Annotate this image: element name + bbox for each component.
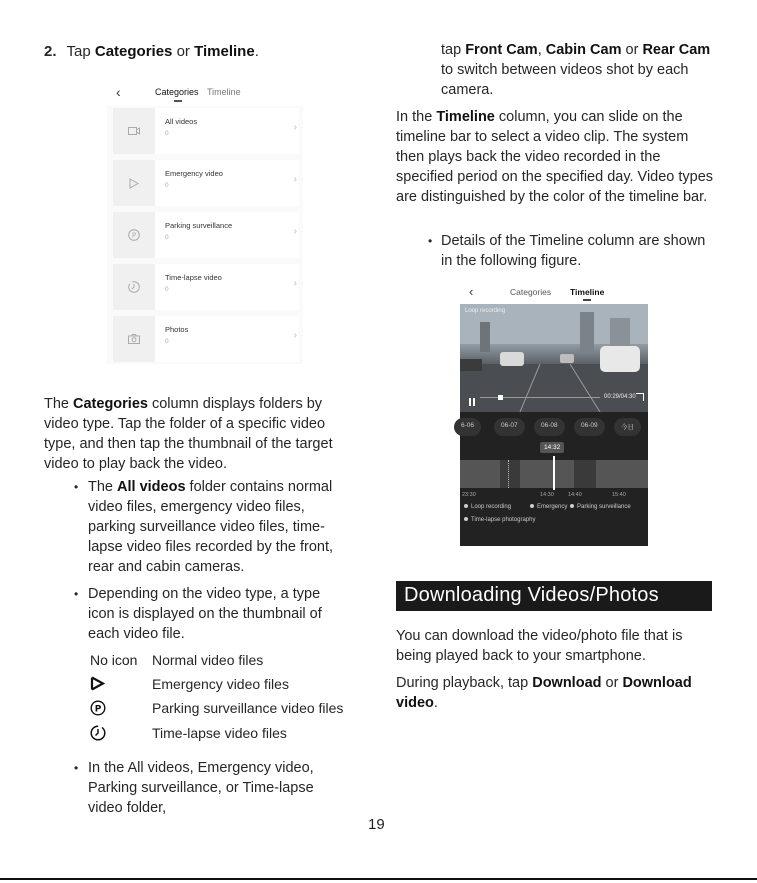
- download-paragraph-1: You can download the video/photo file that is being played back to your smartphone.: [396, 628, 683, 664]
- folder-photos[interactable]: Photos 0 ›: [113, 316, 299, 362]
- svg-text:P: P: [94, 704, 102, 715]
- timeline-screenshot: [460, 282, 648, 546]
- legend-loop-recording: Loop recording: [464, 504, 511, 510]
- tab-categories[interactable]: Categories: [510, 287, 552, 297]
- chevron-right-icon: ›: [293, 226, 297, 237]
- bullet-timeline: • Details of the Timeline column are shown in the following figure.: [428, 233, 706, 269]
- timeline-cursor[interactable]: [553, 456, 555, 490]
- back-icon[interactable]: ‹: [469, 284, 474, 299]
- progress-handle[interactable]: [498, 395, 503, 400]
- tab-timeline[interactable]: Timeline: [207, 87, 241, 97]
- legend-parking-surveillance: Parking surveillance: [570, 504, 631, 510]
- video-type-label: Loop recording: [465, 308, 506, 314]
- timelapse-icon: [113, 264, 155, 310]
- categories-paragraph: The Categories column displays folders by video type. Tap the folder of a specific video type, and then tap the thumbnail of the target video to play back the video.: [44, 396, 333, 472]
- fullscreen-icon[interactable]: [636, 393, 644, 401]
- section-heading: Downloading Videos/Photos: [396, 581, 712, 611]
- chevron-right-icon: ›: [293, 122, 297, 133]
- chevron-right-icon: ›: [293, 278, 297, 289]
- categories-screenshot: [107, 80, 303, 364]
- timeline-header: [460, 282, 648, 304]
- tab-categories[interactable]: Categories: [155, 87, 199, 97]
- playback-time: 00:29/04:30: [604, 394, 636, 400]
- folder-emergency-video[interactable]: Emergency video 0 ›: [113, 160, 299, 206]
- categories-header: [107, 80, 303, 106]
- step-2-instruction: 2. Tap Categories or Timeline.: [44, 43, 259, 60]
- back-icon[interactable]: ‹: [116, 84, 121, 100]
- date-chip[interactable]: 06-08: [534, 418, 565, 436]
- folder-all-videos[interactable]: All videos 0 ›: [113, 108, 299, 154]
- emergency-icon: [113, 160, 155, 206]
- parking-icon: [113, 212, 155, 258]
- parking-icon: [90, 700, 140, 719]
- emergency-icon: [90, 676, 140, 694]
- footer-rule: [0, 878, 757, 880]
- folder-parking-surveillance[interactable]: P Parking surveillance 0 ›: [113, 212, 299, 258]
- video-player[interactable]: [460, 304, 648, 412]
- bullet-type-icon: • Depending on the video type, a type icon is displayed on the thumbnail of each video file.: [74, 586, 322, 642]
- time-tick: 15:40: [612, 492, 626, 498]
- play-pause-icon[interactable]: [468, 393, 476, 401]
- date-chip[interactable]: 06-07: [494, 418, 525, 436]
- chevron-right-icon: ›: [293, 174, 297, 185]
- svg-text:P: P: [131, 231, 137, 240]
- camera-icon: [113, 316, 155, 362]
- time-tick: 23:30: [462, 492, 476, 498]
- timeline-dotted-divider: [508, 460, 509, 488]
- icon-row-none: No icon Normal video files: [90, 652, 264, 668]
- timelapse-icon: [90, 725, 140, 744]
- bullet-folder: • In the All videos, Emergency video, Parking surveillance, or Time-lapse video folder,: [74, 760, 314, 816]
- timeline-segment: [520, 460, 574, 488]
- folder-time-lapse-video[interactable]: Time-lapse video 0 ›: [113, 264, 299, 310]
- icon-row-emergency: Emergency video files: [90, 676, 360, 698]
- icon-row-timelapse: Time-lapse video files: [90, 725, 360, 747]
- icon-row-parking: P Parking surveillance video files: [90, 700, 360, 722]
- current-time-badge: 14:32: [540, 442, 564, 453]
- switch-camera-text: tap Front Cam, Cabin Cam or Rear Cam to switch between videos shot by each camera.: [441, 42, 711, 98]
- date-selector: [460, 418, 648, 436]
- step-number: 2.: [44, 43, 57, 60]
- tab-timeline[interactable]: Timeline: [570, 287, 605, 297]
- time-tick: 14:40: [568, 492, 582, 498]
- timeline-segment: [460, 460, 500, 488]
- timeline-paragraph: In the Timeline column, you can slide on the timeline bar to select a video clip. The system then plays back the video recorded in the specified period on the specified day. Video types are distinguished by the color of the timeline bar.: [396, 109, 714, 205]
- video-icon: [113, 108, 155, 154]
- date-chip[interactable]: 6-06: [454, 418, 481, 436]
- date-chip[interactable]: 今日: [614, 418, 641, 436]
- download-paragraph-2: During playback, tap Download or Download video.: [396, 675, 692, 711]
- page-number: 19: [368, 816, 385, 833]
- time-tick: 14:30: [540, 492, 554, 498]
- date-chip[interactable]: 06-09: [574, 418, 605, 436]
- active-tab-indicator: [174, 100, 182, 102]
- active-tab-indicator: [583, 299, 591, 301]
- legend-emergency: Emergency: [530, 504, 567, 510]
- chevron-right-icon: ›: [293, 330, 297, 341]
- legend-time-lapse: Time-lapse photography: [464, 517, 535, 523]
- timeline-segment: [596, 460, 648, 488]
- bullet-all-videos: • The All videos folder contains normal video files, emergency video files, parking surveillance video files, time-lapse video files recorded by the front, rear and cabin cameras.: [74, 479, 334, 575]
- timeline-bar[interactable]: [460, 460, 648, 488]
